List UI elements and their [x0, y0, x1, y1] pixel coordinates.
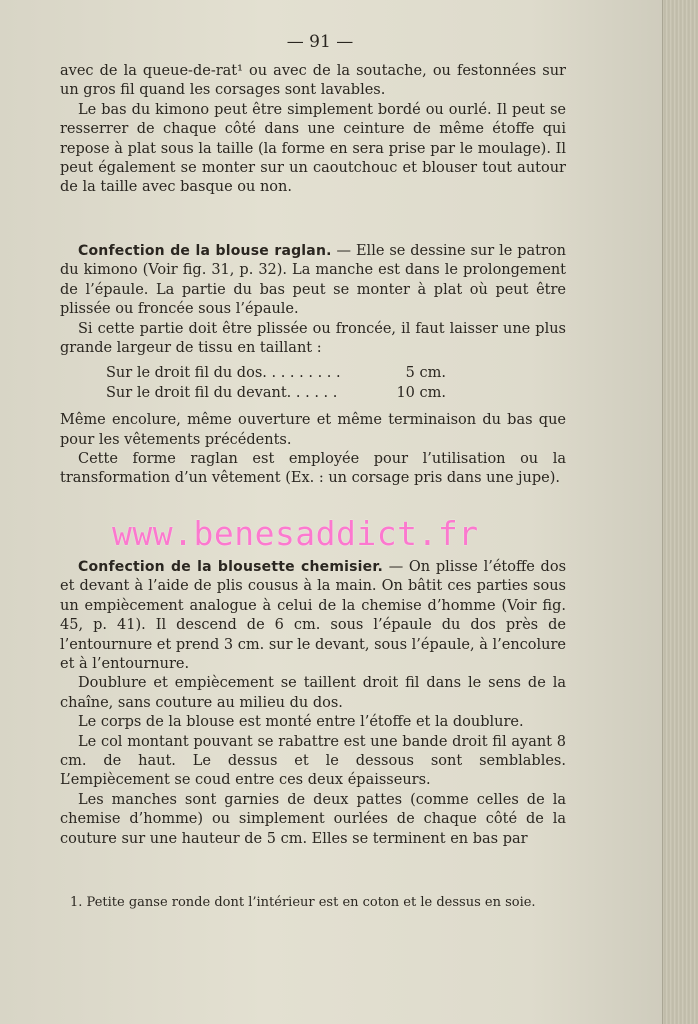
footnote: 1. Petite ganse ronde dont l’intérieur est en coton et le dessus en soie. — [70, 895, 536, 910]
paragraph-raglan — [60, 242, 566, 320]
list-item — [60, 364, 566, 383]
paragraph-transformation: Cette forme raglan est employée pour l’utilisation ou la transformation d’un vêtement (Ex. : un corsage pris dans une jupe). — [60, 451, 566, 487]
paragraph-corps: Le corps de la blouse est monté entre l’étoffe et la doublure. — [78, 714, 524, 731]
paragraph-doublure: Doublure et empiècement se taillent droit fil dans le sens de la chaîne, sans couture au milieu du dos. — [60, 675, 566, 711]
body-text-top — [60, 62, 566, 198]
paragraph-continuation: avec de la queue-de-rat¹ ou avec de la soutache, ou festonnées sur un gros fil quand les corsages sont lavables. — [60, 63, 566, 99]
list-label: Sur le droit fil du devant. . . . . . — [106, 384, 338, 401]
paragraph-col: Le col montant pouvant se rabattre est une bande droit fil ayant 8 cm. de haut. Le dessus et le dessous sont semblables. L’empiècement se coud entre ces deux épaisseurs. — [60, 733, 566, 789]
watermark-text: www.benesaddict.fr — [112, 514, 479, 553]
section-raglan — [60, 242, 566, 489]
paragraph-plisse: Si cette partie doit être plissée ou froncée, il faut laisser une plus grande largeur de tissu en taillant : — [60, 320, 566, 357]
paragraph-kimono-hem: Le bas du kimono peut être simplement bordé ou ourlé. Il peut se resserrer de chaque côté dans une ceinture de même étoffe qui repose à plat sous la taille (la forme en sera prise par le moulage). Il peut également se monter sur un caoutchouc et blouser tout autour de la taille avec basque ou non. — [60, 101, 566, 196]
section-blousette — [60, 558, 566, 849]
page-edge-stack — [662, 0, 698, 1024]
list-value: 5 cm. — [405, 365, 446, 382]
raglan-text: — Elle se dessine sur le patron du kimono (Voir fig. 31, p. 32). La manche est dans le prolongement de l’épaule. La partie du bas peut se monter à plat où peut être plissée ou froncée sous l’épaule. — [60, 243, 566, 318]
heading-blousette: Confection de la blousette chemisier. — [78, 559, 383, 575]
list-item — [60, 384, 566, 403]
list-value: 10 cm. — [396, 384, 446, 401]
paragraph-blousette — [60, 558, 566, 674]
paragraph-manches: Les manches sont garnies de deux pattes (comme celles de la chemise d’homme) ou simplement ourlées de chaque côté de la couture sur une hauteur de 5 cm. Elles se terminent en bas par — [60, 791, 566, 847]
heading-raglan: Confection de la blouse raglan. — [78, 243, 332, 259]
page-number: — 91 — — [286, 32, 354, 52]
paragraph-encolure: Même encolure, même ouverture et même terminaison du bas que pour les vêtements précédents. — [60, 412, 566, 448]
blousette-text: — On plisse l’étoffe dos et devant à l’aide de plis cousus à la main. On bâtit ces parties sous un empiècement analogue à celui de la chemise d’homme (Voir fig. 45, p. 41). Il descend de 6 cm. sous l’épaule du dos près de l’entournure et prend 3 cm. sur le devant, sous l’épaule, à l’encolure et à l’entournure. — [60, 559, 567, 673]
list-label: Sur le droit fil du dos. . . . . . . . . — [106, 365, 341, 382]
